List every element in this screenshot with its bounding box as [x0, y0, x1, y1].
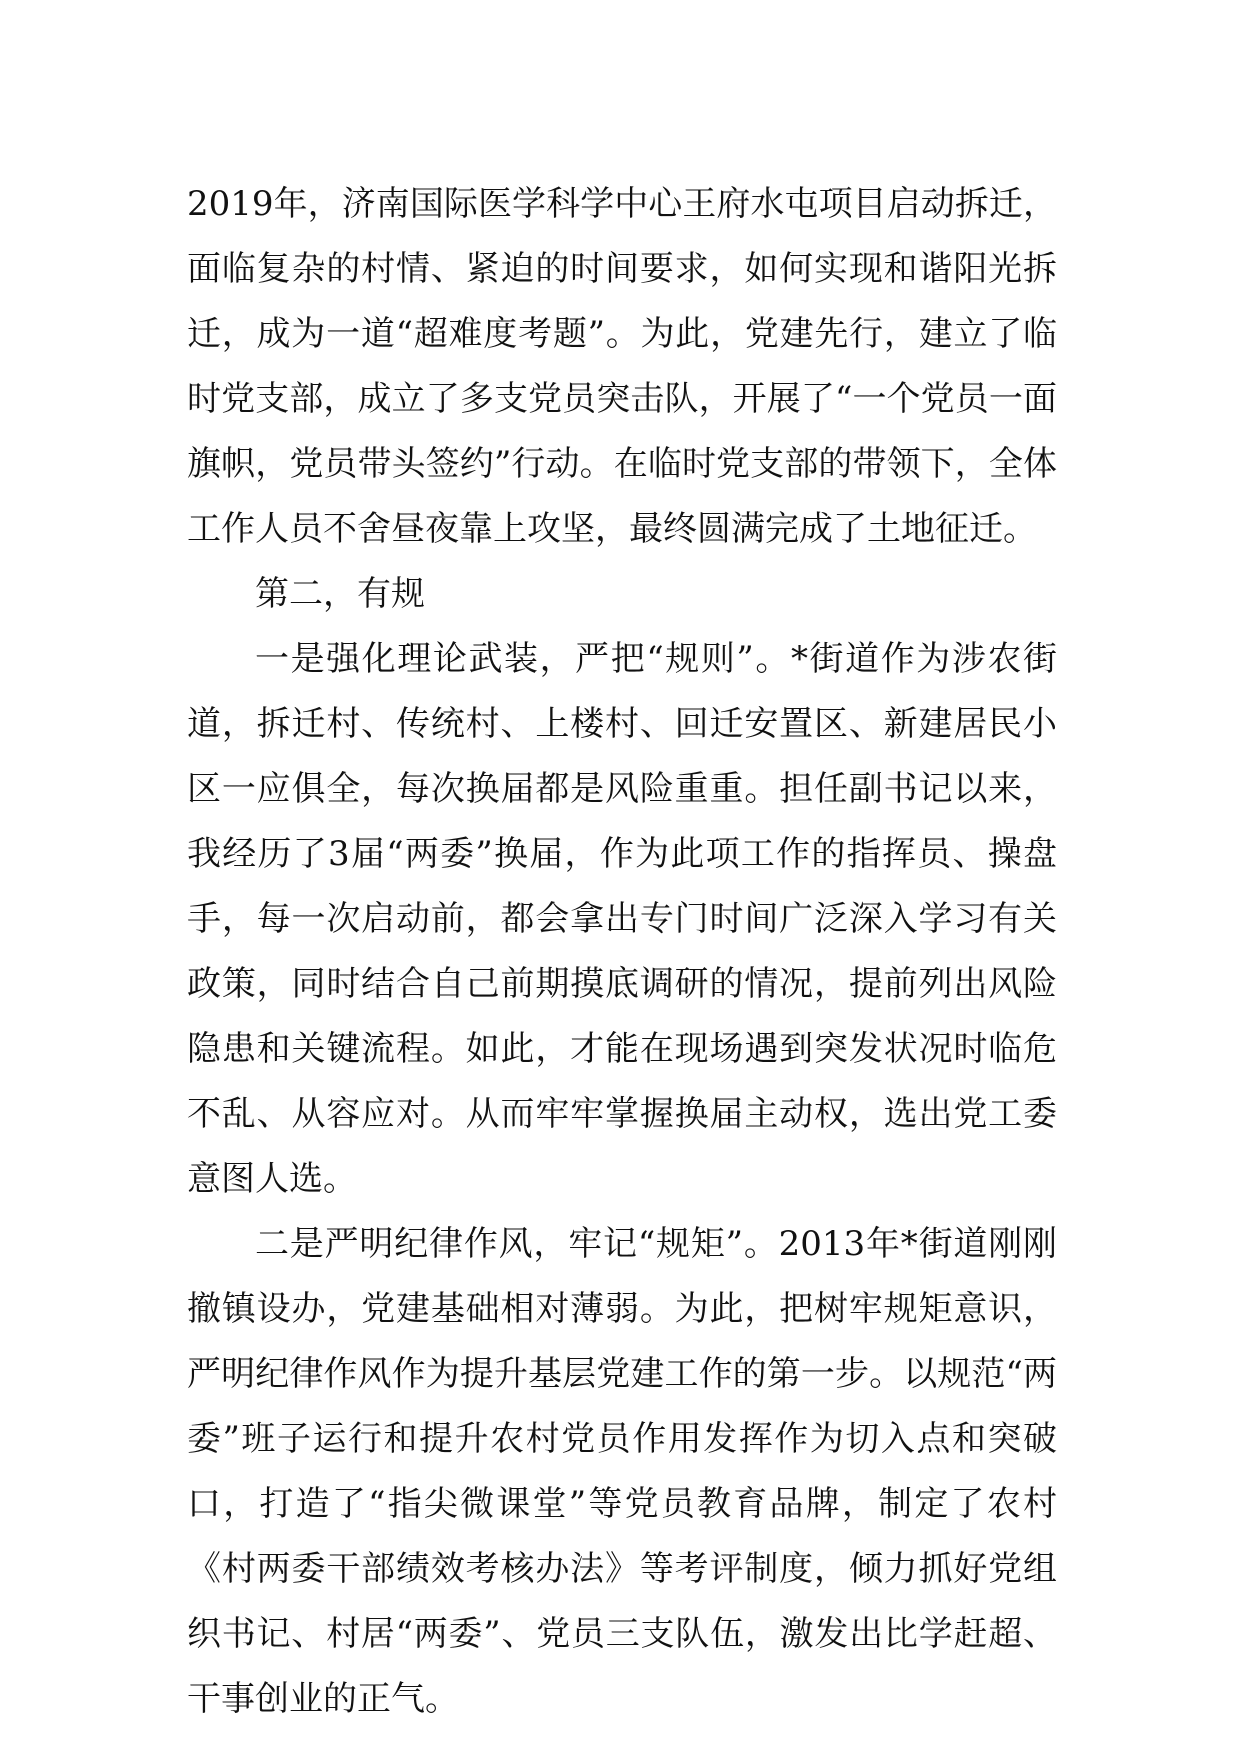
- document-body: [187, 172, 1057, 1732]
- paragraph-demolition-2019: 2019年，济南国际医学科学中心王府水屯项目启动拆迁，面临复杂的村情、紧迫的时间要求，如何实现和谐阳光拆迁，成为一道“超难度考题”。为此，党建先行，建立了临时党支部，成立了多支党员突击队，开展了“一个党员一面旗帜，党员带头签约”行动。在临时党支部的带领下，全体工作人员不舍昼夜靠上攻坚，最终圆满完成了土地征迁。: [187, 184, 1057, 549]
- paragraph-theory-rules: 一是强化理论武装，严把“规则”。*街道作为涉农街道，拆迁村、传统村、上楼村、回迁安置区、新建居民小区一应俱全，每次换届都是风险重重。担任副书记以来，我经历了3届“两委”换届，作为此项工作的指挥员、操盘手，每一次启动前，都会拿出专门时间广泛深入学习有关政策，同时结合自己前期摸底调研的情况，提前列出风险隐患和关键流程。如此，才能在现场遇到突发状况时临危不乱、从容应对。从而牢牢掌握换届主动权，选出党工委意图人选。: [187, 639, 1057, 1199]
- section-heading-rules: 第二，有规: [255, 574, 425, 614]
- paragraph-discipline-rules: 二是严明纪律作风，牢记“规矩”。2013年*街道刚刚撤镇设办，党建基础相对薄弱。为此，把树牢规矩意识，严明纪律作风作为提升基层党建工作的第一步。以规范“两委”班子运行和提升农村党员作用发挥作为切入点和突破口，打造了“指尖微课堂”等党员教育品牌，制定了农村《村两委干部绩效考核办法》等考评制度，倾力抓好党组织书记、村居“两委”、党员三支队伍，激发出比学赶超、干事创业的正气。: [187, 1224, 1057, 1719]
